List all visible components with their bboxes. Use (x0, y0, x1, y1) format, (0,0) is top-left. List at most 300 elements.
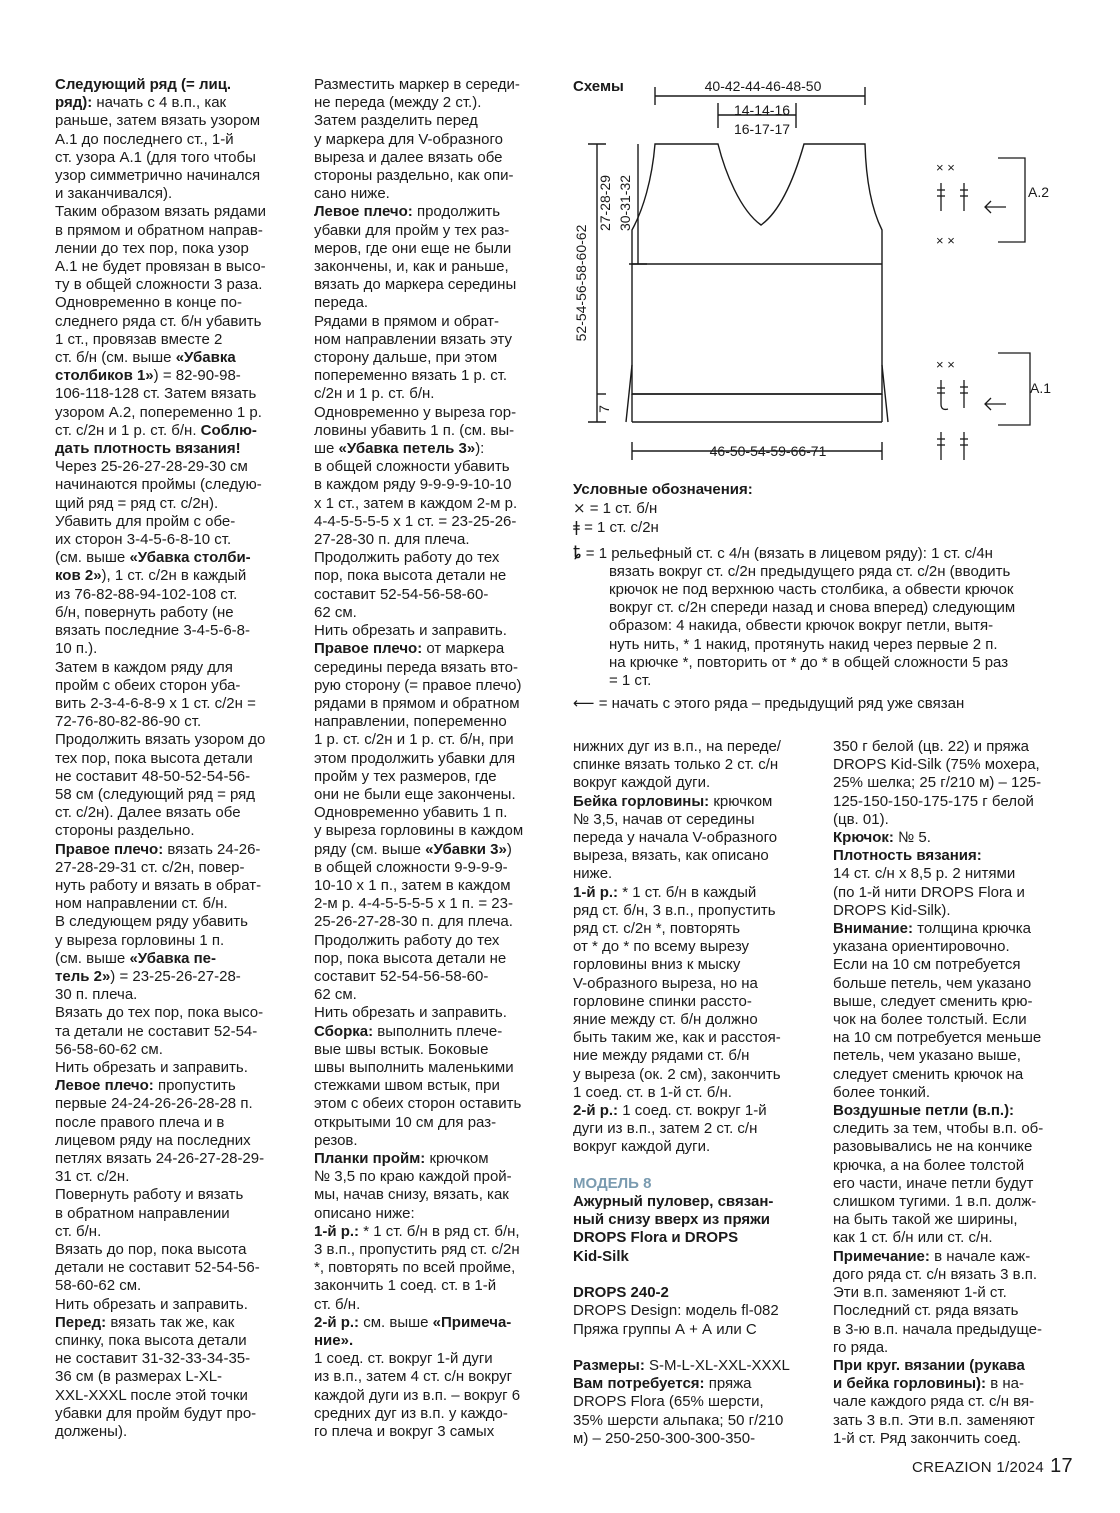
legend-relief-3: крючок не под верхнюю часть столбика, а обвести крючок (609, 581, 1014, 599)
text-run: V-образного выреза, но на (573, 974, 758, 992)
text-run: 25-26-27-28-30 п. для плеча. (314, 913, 513, 931)
text-run: 10-10 х 1 п., затем в каждом (314, 876, 511, 894)
text-run: S-M-L-XL-XXL-XXXL (644, 1356, 790, 1374)
legend-relief-7: на крючке *, повторить от * до * в общей сложности 5 раз (609, 653, 1009, 671)
text-line (55, 604, 295, 622)
a1-relief-mark (937, 380, 948, 409)
a2-sc-mark: × × (936, 160, 955, 175)
page-footer (912, 1455, 1073, 1478)
text-line (314, 1314, 552, 1332)
text-line (55, 1041, 295, 1059)
text-line (573, 1157, 813, 1175)
label-bottom-width: 46-50-54-59-66-71 (709, 443, 827, 459)
text-run: после правого плеча и в (55, 1113, 225, 1131)
text-run: раньше, затем вязать узором (55, 112, 261, 130)
text-run: Одновременно у выреза гор- (314, 403, 517, 421)
text-line (55, 149, 295, 167)
text-line (314, 586, 552, 604)
text-line (55, 986, 295, 1004)
text-run: го плеча и вокруг 3 самых (314, 1423, 495, 1441)
text-line (573, 1102, 813, 1120)
text-run: попеременно вязать 1 р. ст. (314, 367, 508, 385)
bold-term: Внимание: (833, 920, 913, 938)
text-run: толщина крючка (912, 920, 1032, 938)
bold-term: Перед: (55, 1313, 107, 1331)
text-line (573, 1193, 813, 1211)
text-run: DROPS Flora (65% шерсти, (573, 1393, 764, 1411)
label-rib-height: 7 (596, 405, 612, 413)
text-line (833, 1393, 1068, 1411)
text-line (314, 986, 552, 1004)
bold-term: Бейка горловины: (573, 792, 710, 810)
text-line (314, 149, 552, 167)
text-line (55, 1405, 295, 1423)
text-line (573, 1357, 813, 1375)
text-line (314, 531, 552, 549)
text-run: пор, пока высота детали не (314, 567, 507, 585)
text-run: 1 ст., провязав вместе 2 (55, 330, 223, 348)
text-line (55, 1150, 295, 1168)
text-run: го ряда. (833, 1338, 889, 1356)
text-line (833, 1412, 1068, 1430)
text-run: № 5. (893, 829, 931, 847)
text-line (573, 1430, 813, 1448)
text-line (573, 1266, 813, 1284)
text-run: DROPS Design: модель fl-082 (573, 1302, 779, 1320)
text-run: узором А.2, попеременно 1 р. (55, 403, 262, 421)
text-line (314, 495, 552, 513)
legend-start: = начать с этого ряда – предыдущий ряд уже связан (598, 695, 965, 713)
text-line (833, 774, 1068, 792)
text-column-1 (55, 76, 295, 1441)
text-run: у выреза горловины в каждом (314, 822, 524, 840)
text-run: вязать 24-26- (163, 840, 261, 858)
text-line (314, 768, 552, 786)
text-line (573, 1339, 813, 1357)
text-line (55, 1059, 295, 1077)
text-run: 1 соед. ст. вокруг 1-й дуги (314, 1350, 493, 1368)
bold-term: 1-й р.: (573, 883, 619, 901)
text-run: выреза и далее вязать обе (314, 148, 503, 166)
text-line (55, 586, 295, 604)
text-line (314, 1405, 552, 1423)
text-run: переда у начала V-образного (573, 829, 778, 847)
bold-term: Вам потребуется: (573, 1375, 705, 1393)
text-run: открытыми 10 см для раз- (314, 1113, 497, 1131)
text-line (55, 549, 295, 567)
text-line (55, 786, 295, 804)
text-run: средних дуг из в.п. у каждо- (314, 1404, 508, 1422)
text-line (55, 1241, 295, 1259)
text-line (314, 822, 552, 840)
text-run: 31 ст. с/2н. (55, 1168, 130, 1186)
text-run: 58-60-62 см. (55, 1277, 142, 1295)
text-run: ст. с/2н). Далее вязать обе (55, 804, 241, 822)
text-line (314, 968, 552, 986)
chart-a2 (936, 158, 1049, 248)
text-run: DROPS Kid-Silk). (833, 901, 951, 919)
bold-term: Примечание: (833, 1247, 930, 1265)
text-run: вязать так же, как (106, 1313, 235, 1331)
text-run: в каждом ряду 9-9-9-9-10-10 (314, 476, 512, 494)
text-run: убавки для пройм будут про- (55, 1404, 257, 1422)
text-run: Затем разделить перед (314, 112, 478, 130)
text-line (573, 1120, 813, 1138)
text-line (314, 1368, 552, 1386)
bold-term: При круг. вязании (рукава (833, 1356, 1025, 1374)
text-line (314, 677, 552, 695)
text-line (55, 895, 295, 913)
text-run: переда. (314, 294, 369, 312)
text-run: составит 52-54-56-58-60- (314, 585, 489, 603)
text-run: 3 в.п., пропустить ряд ст. с/2н (314, 1241, 520, 1258)
text-run: направлении, попеременно (314, 713, 507, 731)
text-run: Убавить для пройм с обе- (55, 512, 236, 530)
text-run: резов. (314, 1131, 358, 1149)
text-line (833, 1302, 1068, 1320)
text-run: пройм у тех размеров, где (314, 767, 497, 785)
text-run: дого ряда ст. с/н вязать 3 в.п. (833, 1265, 1038, 1283)
text-run: у выреза (ок. 2 см), закончить (573, 1065, 781, 1083)
text-run: Одновременно в конце по- (55, 294, 242, 312)
bold-term: «Убавки 3» (425, 840, 507, 858)
text-line (833, 975, 1068, 993)
text-run: стежками швом встык, при (314, 1077, 500, 1095)
text-run: 27-28-29-31 ст. с/2н, повер- (55, 858, 245, 876)
text-run: Нить обрезать и заправить. (55, 1295, 248, 1313)
garment-outline (632, 144, 882, 394)
text-line (314, 94, 552, 112)
text-run: 1-й ст. Ряд закончить соед. (833, 1429, 1022, 1447)
text-line (833, 1047, 1068, 1065)
bold-term: Следующий ряд (= лиц. (55, 76, 232, 93)
text-run: б/н, повернуть работу (не (55, 603, 234, 621)
text-line (314, 1296, 552, 1314)
text-line (55, 804, 295, 822)
text-run: швы выполнить маленькими (314, 1058, 514, 1076)
text-run: Одновременно убавить 1 п. (314, 804, 508, 822)
bold-term: DROPS 240-2 (573, 1284, 669, 1302)
text-run: 1 соед. ст. в 1-й ст. б/н. (573, 1083, 732, 1101)
text-run: А.1 не будет провязан в высо- (55, 258, 266, 276)
text-run: щий ряд = ряд ст. с/2н). (55, 494, 219, 512)
text-run: та детали не составит 52-54- (55, 1022, 258, 1040)
text-run: на 10 см потребуется меньше (833, 1029, 1042, 1047)
text-run: (цв. 01). (833, 810, 889, 828)
slit-left (626, 365, 632, 422)
text-line (573, 1138, 813, 1156)
text-line (314, 440, 552, 458)
text-line (833, 1138, 1068, 1156)
text-line (833, 993, 1068, 1011)
text-line (314, 422, 552, 440)
text-line (55, 422, 295, 440)
text-line (833, 902, 1068, 920)
text-line (833, 1229, 1068, 1247)
text-line (55, 659, 295, 677)
text-line (314, 1259, 552, 1277)
text-run: ) = 23-25-26-27-28- (110, 967, 241, 985)
label-armhole-height-2: 30-31-32 (617, 174, 633, 232)
text-run: *, повторять по всей пройме, (314, 1259, 516, 1277)
text-run: ст. б/н. (55, 1222, 102, 1240)
text-line (55, 1186, 295, 1204)
text-run: 72-76-80-82-86-90 ст. (55, 713, 202, 731)
text-line (55, 1277, 295, 1295)
text-run: нуть работу и вязать в обрат- (55, 876, 262, 894)
text-run: крючка, а на более толстой (833, 1156, 1025, 1174)
text-line (833, 1066, 1068, 1084)
text-line (314, 476, 552, 494)
text-line (314, 567, 552, 585)
text-line (314, 713, 552, 731)
text-line (573, 774, 813, 792)
label-neck: 16-17-17 (733, 121, 791, 137)
text-run: см. выше (359, 1313, 433, 1331)
text-line (833, 1430, 1068, 1448)
text-run: лицевом ряду на последних (55, 1131, 251, 1149)
text-run: 27-28-30 п. для плеча. (314, 531, 470, 549)
text-run: не составит 48-50-52-54-56- (55, 767, 251, 785)
text-run: 58 см (следующий ряд = ряд (55, 785, 256, 803)
text-run: пор, пока высота детали не (314, 949, 507, 967)
text-line (55, 1077, 295, 1095)
text-run: № 3,5 по краю каждой прой- (314, 1168, 512, 1186)
bold-term: Левое плечо: (314, 203, 413, 221)
model-heading: МОДЕЛЬ 8 (573, 1174, 652, 1192)
text-run: ше (314, 440, 339, 458)
bold-term: «Убавка пе- (129, 949, 216, 967)
text-run: закончить 1 соед. ст. в 1-й (314, 1277, 497, 1295)
text-line (314, 1095, 552, 1113)
text-line (833, 1157, 1068, 1175)
chart-a1 (936, 353, 1051, 460)
text-run: ловины убавить 1 п. (см. вы- (314, 421, 515, 439)
text-line (833, 956, 1068, 974)
text-line (573, 865, 813, 883)
text-run: в начале каж- (929, 1247, 1031, 1265)
text-run: горловине спинки рассто- (573, 992, 752, 1010)
text-line (55, 495, 295, 513)
text-run: описано ниже: (314, 1204, 415, 1222)
text-line (314, 549, 552, 567)
text-column-2 (314, 76, 552, 1441)
text-run: от маркера (422, 640, 505, 658)
text-run: 10 п.). (55, 640, 98, 658)
text-line (314, 331, 552, 349)
text-line (573, 1393, 813, 1411)
text-run: м) – 250-250-300-300-350- (573, 1429, 756, 1447)
a2-sc-mark-2: × × (936, 233, 955, 248)
bold-term: Сборка: (314, 1022, 374, 1040)
text-run: первые 24-24-26-26-28-28 п. (55, 1095, 253, 1113)
text-line (573, 1284, 813, 1302)
text-line (55, 349, 295, 367)
text-line (833, 1011, 1068, 1029)
text-line (314, 695, 552, 713)
text-run: Пряжа группы А + А или С (573, 1320, 757, 1338)
text-run: на быть такой же ширины, (833, 1211, 1018, 1229)
text-line (55, 1296, 295, 1314)
text-run: (по 1-й нити DROPS Flora и (833, 883, 1025, 901)
relief-symbol-icon: ȶ (573, 541, 582, 563)
text-run: * 1 ст. б/н в ряд ст. б/н, (359, 1222, 520, 1240)
text-line (55, 276, 295, 294)
bold-term: 1-й р.: (314, 1222, 360, 1240)
text-line (833, 1375, 1068, 1393)
text-line (55, 768, 295, 786)
text-line (55, 167, 295, 185)
text-line (833, 756, 1068, 774)
text-line (314, 1004, 552, 1022)
text-line (833, 865, 1068, 883)
text-run: следить за тем, чтобы в.п. об- (833, 1120, 1044, 1138)
text-run: 2-м р. 4-4-5-5-5-5 х 1 п. = 23- (314, 895, 513, 913)
text-run: ряд ст. б/н, 3 в.п., пропустить (573, 901, 776, 919)
bold-term: столбиков 1» (55, 367, 154, 385)
text-run: мы, начав снизу, вязать, как (314, 1186, 509, 1204)
text-line (314, 1041, 552, 1059)
text-line (314, 203, 552, 221)
text-line (314, 112, 552, 130)
text-run: крючком (709, 792, 773, 810)
text-run: нижних дуг из в.п., на переде/ (573, 738, 781, 755)
text-line (314, 513, 552, 531)
dc-symbol-icon: ǂ (573, 518, 580, 537)
text-line (833, 1339, 1068, 1357)
text-line (833, 938, 1068, 956)
bold-term: Планки пройм: (314, 1149, 426, 1167)
label-shoulder: 14-14-16 (733, 102, 791, 118)
text-line (573, 1175, 813, 1193)
text-line (833, 1284, 1068, 1302)
text-line (55, 385, 295, 403)
text-line (573, 847, 813, 865)
text-line (55, 1114, 295, 1132)
text-run: из 76-82-88-94-102-108 ст. (55, 585, 238, 603)
label-a2: А.2 (1028, 184, 1050, 200)
text-line (833, 1357, 1068, 1375)
text-line (55, 1423, 295, 1441)
text-line (833, 1084, 1068, 1102)
bold-term: Kid-Silk (573, 1247, 629, 1265)
bold-term: ряд): (55, 94, 93, 112)
text-line (573, 1302, 813, 1320)
bold-term: и бейка горловины): (833, 1375, 987, 1393)
label-armhole-height: 27-28-29 (597, 174, 613, 232)
text-run: ном направлении ст. б/н. (55, 895, 228, 913)
text-line (55, 112, 295, 130)
text-run: Таким образом вязать рядами (55, 203, 266, 221)
text-line (833, 829, 1068, 847)
legend-relief-5: образом: 4 накида, обвести крючок вокруг петли, вытя- (609, 617, 994, 635)
text-run: вить 2-3-4-6-8-9 х 1 ст. с/2н = (55, 694, 256, 712)
text-run: 1 р. ст. с/2н и 1 р. ст. б/н, при (314, 731, 514, 749)
text-line (55, 1223, 295, 1241)
text-run: начинаются проймы (следую- (55, 476, 262, 494)
text-run: Если на 10 см потребуется (833, 956, 1021, 974)
text-line (55, 932, 295, 950)
text-line (314, 240, 552, 258)
text-run: ): (475, 440, 485, 458)
text-run: сано ниже. (314, 185, 390, 203)
text-line (573, 956, 813, 974)
text-run: А.1 до последнего ст., 1-й (55, 130, 234, 148)
text-line (314, 385, 552, 403)
text-line (314, 877, 552, 895)
bold-term: Левое плечо: (55, 1077, 154, 1095)
legend-dc: = 1 ст. с/2н (584, 519, 659, 537)
bold-term: Воздушные петли (в.п.): (833, 1102, 1015, 1120)
text-run: петель, чем указано выше, (833, 1047, 1021, 1065)
text-line (573, 920, 813, 938)
legend (573, 481, 1073, 713)
text-run: они не были еще закончены. (314, 785, 516, 803)
text-run: более тонкий. (833, 1083, 931, 1101)
a2-dc-mark (937, 183, 968, 211)
text-line (55, 822, 295, 840)
text-line (314, 1205, 552, 1223)
text-run: Повернуть работу и вязать (55, 1186, 244, 1204)
text-line (833, 884, 1068, 902)
text-line (55, 913, 295, 931)
text-run: ) (506, 840, 512, 858)
text-run: ст. с/2н и 1 р. ст. б/н. (55, 421, 201, 439)
text-run: каждой дуги из в.п. – вокруг 6 (314, 1386, 521, 1404)
text-run: больше петель, чем указано (833, 974, 1032, 992)
bold-term: «Примеча- (432, 1313, 512, 1331)
text-line (314, 1241, 552, 1259)
text-run: чале каждого ряда ст. с/н вя- (833, 1393, 1035, 1411)
text-run: указана ориентировочно. (833, 938, 1010, 956)
text-line (573, 756, 813, 774)
text-run: DROPS Kid-Silk (75% мохера, (833, 756, 1040, 774)
text-run: не переда (между 2 ст.). (314, 94, 482, 112)
vest-schematic-diagram (560, 70, 1080, 470)
bold-term: Правое плечо: (314, 640, 423, 658)
text-line (55, 695, 295, 713)
bold-term: 2-й р.: (314, 1313, 360, 1331)
text-run: этом с обеих сторон оставить (314, 1095, 522, 1113)
text-run: ) = 82-90-98- (153, 367, 241, 385)
text-run: Продолжить вязать узором до (55, 731, 266, 749)
text-run: яние между ст. б/н должно (573, 1011, 758, 1029)
text-run: их сторон 3-4-5-6-8-10 ст. (55, 531, 232, 549)
text-line (55, 131, 295, 149)
text-run: меров, где они еще не были (314, 239, 512, 257)
text-line (573, 793, 813, 811)
text-run: не составит 31-32-33-34-35- (55, 1350, 251, 1368)
text-line (573, 1412, 813, 1430)
bold-term: «Убавка столби- (129, 549, 251, 567)
legend-relief-6: нуть нить, * 1 накид, протянуть накид через первые 2 п. (609, 635, 998, 653)
text-run: выполнить плече- (373, 1022, 503, 1040)
text-run: Последний ст. ряда вязать (833, 1302, 1019, 1320)
text-line (55, 404, 295, 422)
text-line (573, 1047, 813, 1065)
text-run: стороны раздельно, как опи- (314, 167, 514, 185)
text-line (314, 622, 552, 640)
text-line (55, 750, 295, 768)
text-line (314, 731, 552, 749)
text-run: 25% шелка; 25 г/210 м) – 125- (833, 774, 1042, 792)
text-line (55, 531, 295, 549)
text-line (833, 1175, 1068, 1193)
text-run: XXL-XXXL после этой точки (55, 1386, 248, 1404)
text-run: 106-118-128 ст. Затем вязать (55, 385, 257, 403)
text-run: спинке вязать только 2 ст. с/н (573, 756, 779, 774)
text-run: ние между рядами ст. б/н (573, 1047, 750, 1065)
